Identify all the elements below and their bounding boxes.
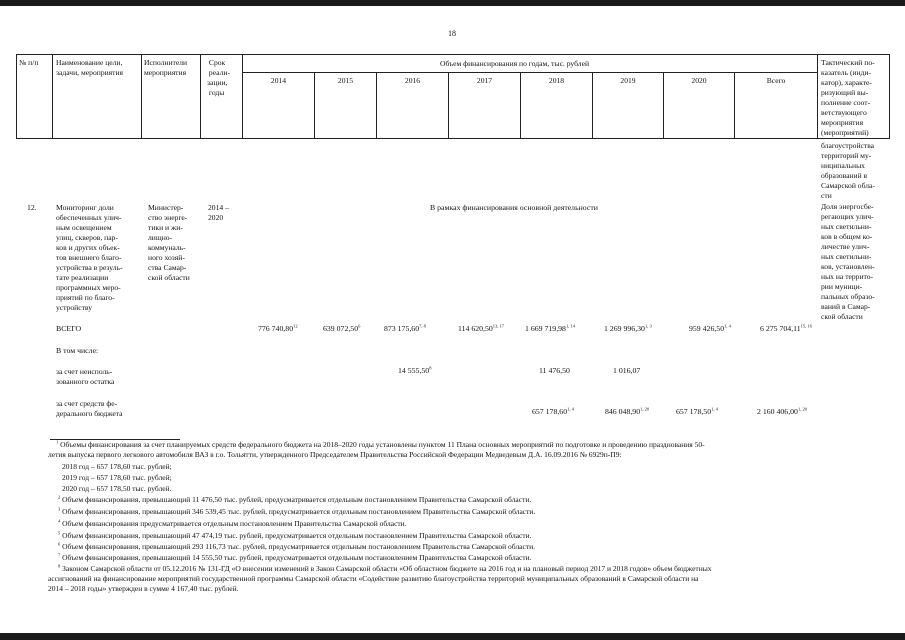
federal-2018: 657 178,60$^{1, 4}$ xyxy=(532,406,574,416)
balance-2016: 14 555,50$^8$ xyxy=(398,365,432,375)
footnote-8: $^8$ Законом Самарской области от 05.12.2016 № 131-ГД «О внесении изменений в Закон Самарской области «Об областном бюджете на 2016 год и на плановый период 2017 и 2018 годов» объем бюджетных xyxy=(58,563,712,573)
row-indicator: Доля энергосбе- регающих улич- ных светильни- ков в общем ко- личестве улич- ных светильни- ков, установлен- ных на террито- рии муници- пальных образо- ваний в Самар- ской области xyxy=(821,202,875,321)
footnote-5: $^5$ Объем финансирования, превышающий 47 474,19 тыс. рублей, предусматривается отдельным постановлением Правительства Самарской области. xyxy=(58,530,532,540)
footnote-3: $^3$ Объем финансирования, превышающий 346 539,45 тыс. рублей, предусматривается отдельным постановлением Правительства Самарской области. xyxy=(58,506,536,516)
scan-top-border xyxy=(0,0,905,6)
header-year-2016: 2016 xyxy=(404,76,421,85)
header-col-funding: Объем финансирования по годам, тыс. рублей xyxy=(440,59,590,68)
row-number: 12. xyxy=(27,203,37,212)
total-all: 6 275 704,11$^{15, 16}$ xyxy=(760,323,812,333)
footnote-1-2020: 2020 год – 657 178,50 тыс. рублей. xyxy=(62,484,172,493)
balance-2019: 1 016,07 xyxy=(613,366,641,375)
federal-label: за счет средств фе- дерального бюджета xyxy=(56,399,123,418)
row-term: 2014 – 2020 xyxy=(208,203,229,222)
header-col-number: № п/п xyxy=(19,58,39,67)
total-2015: 639 072,50$^6$ xyxy=(323,323,361,333)
balance-label: за счет неисполь- зованного остатка xyxy=(56,367,115,386)
row-name: Мониторинг доли обеспеченных улич- ным освещением улиц, скверов, пар- ков и других объек- тов внешнего благо- устройства в резуль- тате реализации программных меро- приятий по благо- устройству xyxy=(56,203,123,312)
row-executor: Министер- ство энерге- тики и жи- лищно- коммуналь- ного хозяй- ства Самар- ской области xyxy=(148,203,190,282)
federal-2019: 846 048,90$^{1, 20}$ xyxy=(605,406,650,416)
total-2018: 1 669 719,98$^{1, 14}$ xyxy=(525,323,575,333)
header-year-2015: 2015 xyxy=(337,76,354,85)
total-2020: 959 426,50$^{1, 4}$ xyxy=(689,323,731,333)
including-label: В том числе: xyxy=(56,346,99,355)
federal-total: 2 160 406,00$^{1, 20}$ xyxy=(757,406,807,416)
header-col-name: Наименование цели, задачи, мероприятия xyxy=(56,58,124,77)
footnote-1-2018: 2018 год – 657 178,60 тыс. рублей; xyxy=(62,462,172,471)
footnote-1: $^1$ Объемы финансирования за счет планируемых средств федерального бюджета на 2018–2020 годы установлены пунктом 11 Плана основных мероприятий по подготовке и проведению празднования 50- xyxy=(56,439,705,449)
header-year-total: Всего xyxy=(766,76,786,85)
header-col-term: Срок реали- зации, годы xyxy=(207,58,230,97)
header-year-2014: 2014 xyxy=(270,76,287,85)
scan-bottom-border xyxy=(0,633,905,640)
total-2014: 776 740,80$^{12}$ xyxy=(258,323,298,333)
header-col-executor: Исполнители мероприятия xyxy=(144,58,188,77)
total-label: ВСЕГО xyxy=(56,324,82,333)
total-2019: 1 269 996,30$^{1, 3}$ xyxy=(604,323,652,333)
previous-indicator-text: благоустройства территорий му- ниципальных образований в Самарской обла- сти xyxy=(821,141,875,200)
footnote-6: $^6$ Объем финансирования, превышающий 293 116,73 тыс. рублей, предусматривается отдельным постановлением Правительства Самарской области. xyxy=(58,541,536,551)
header-col-indicator: Тактический по- казатель (инди- катор), характе- ризующий вы- полнение соот- ветствующего мероприятия (мероприятий) xyxy=(821,58,875,137)
header-year-2020: 2020 xyxy=(691,76,707,85)
footnote-1-cont: летия выпуска первого легкового автомобиля ВАЗ в г.о. Тольятти, утвержденного Председателем Правительства Российской Федерации Медведевым Д.А. 16.09.2016 № 6929п-П9: xyxy=(48,450,622,459)
federal-2020: 657 178,50$^{1, 4}$ xyxy=(676,406,718,416)
footnote-8-cont: ассигнований на финансирование мероприятий государственной программы Самарской области «Содействие развитию благоустройства территорий муниципальных образований в Самарской области на xyxy=(48,574,699,583)
balance-2018: 11 476,50 xyxy=(539,366,570,375)
footnote-8-end: 2014 – 2018 годы» утвержден в сумме 4 167,40 тыс. рублей. xyxy=(48,584,239,593)
footnote-4: $^4$ Объем финансирования предусматривается отдельным постановлением Правительства Самарской области. xyxy=(58,518,407,528)
header-year-2019: 2019 xyxy=(620,76,636,85)
total-2017: 114 620,50$^{13, 17}$ xyxy=(458,323,505,333)
header-year-2018: 2018 xyxy=(548,76,565,85)
row-funding-note: В рамках финансирования основной деятельности xyxy=(430,203,598,212)
total-2016: 873 175,60$^{7, 8}$ xyxy=(384,323,426,333)
header-year-2017: 2017 xyxy=(476,76,493,85)
page-number: 18 xyxy=(448,29,456,38)
footnote-7: $^7$ Объем финансирования, превышающий 14 555,50 тыс. рублей, предусматривается отдельным постановлением Правительства Самарской области. xyxy=(58,552,532,562)
footnote-1-2019: 2019 год – 657 178,60 тыс. рублей; xyxy=(62,473,172,482)
footnote-2: $^2$ Объем финансирования, превышающий 11 476,50 тыс. рублей, предусматривается отдельным постановлением Правительства Самарской области. xyxy=(58,494,532,504)
